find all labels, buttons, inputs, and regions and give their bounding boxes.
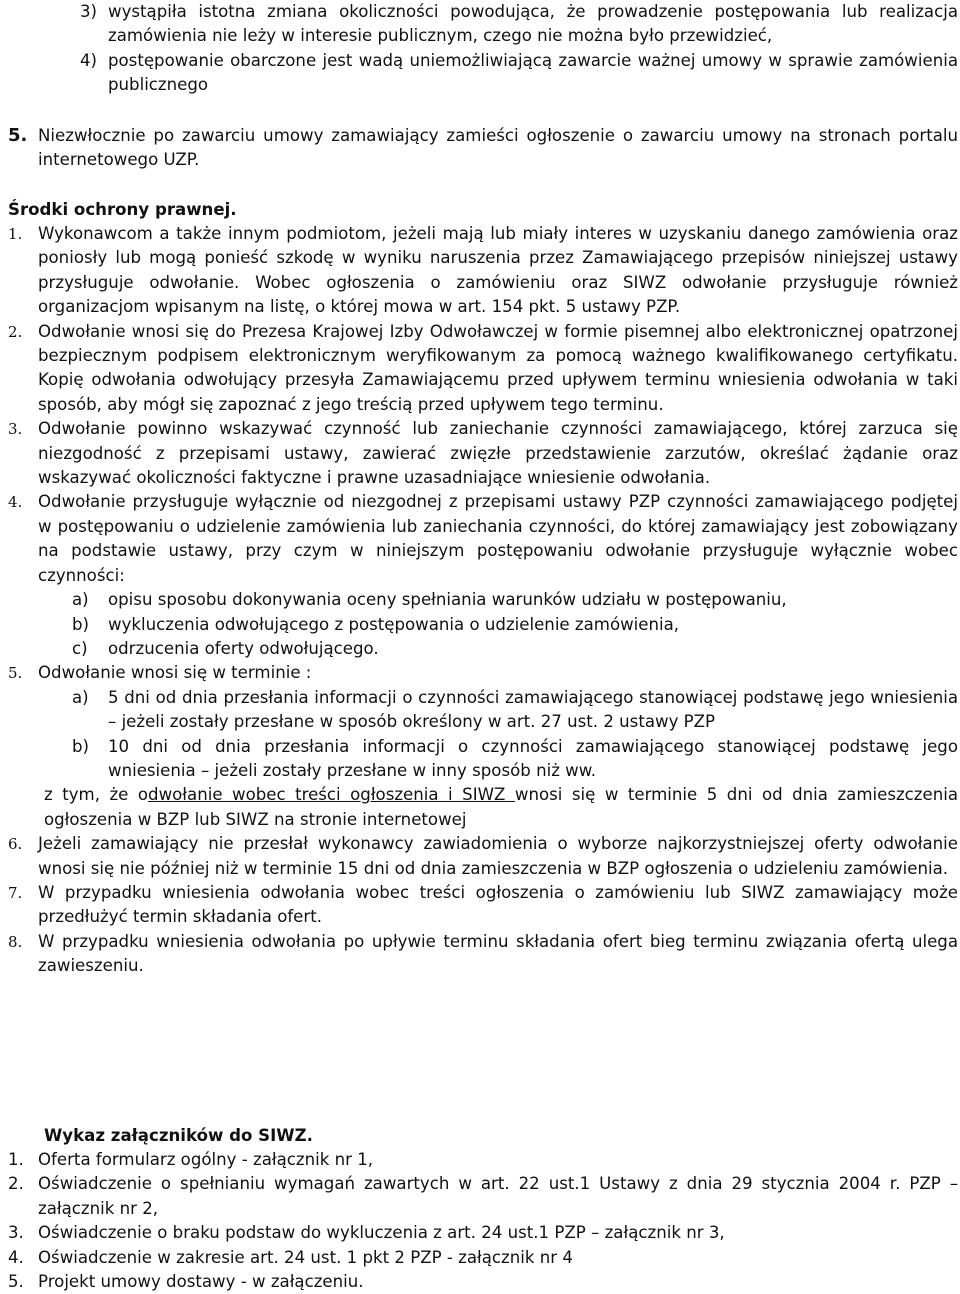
list-item — [8, 930, 958, 979]
list-text: Wykonawcom a także innym podmiotom, jeżeli mają lub miały interes w uzyskaniu danego zamówienia oraz poniosły lub mogą ponieść szkodę w wyniku naruszenia przez Zamawiającego przepisów niniejszej ustawy przysługuje odwołanie. Wobec ogłoszenia o zamówieniu oraz SIWZ odwołanie przysługuje również organizacjom wpisanym na listę, o której mowa w art. 154 pkt. 5 ustawy PZP. — [38, 224, 958, 317]
list-item — [8, 222, 958, 320]
list-text: Projekt umowy dostawy - w załączeniu. — [38, 1272, 364, 1292]
list-item — [8, 320, 958, 418]
list-marker: 8. — [8, 932, 23, 951]
list-marker: a) — [72, 687, 89, 707]
list-marker: 6. — [8, 835, 23, 854]
legal-remedies-list — [8, 222, 958, 979]
list-text: Odwołanie wnosi się do Prezesa Krajowej Izby Odwoławczej w formie pisemnej albo elektronicznej opatrzonej bezpiecznym podpisem elektronicznym weryfikowanym za pomocą ważnego kwalifikowanego certyfikatu. Kopię odwołania odwołujący przesyła Zamawiającemu przed upływem terminu wniesienia odwołania w taki sposób, aby mógł się zapoznać z jego treścią przed upływem tego terminu. — [38, 321, 958, 414]
list-item — [8, 832, 958, 881]
list-text: opisu sposobu dokonywania oceny spełniania warunków udziału w postępowaniu, — [108, 590, 787, 610]
sublist — [8, 686, 958, 784]
list-marker: b) — [72, 736, 90, 756]
note-underlined: dwołanie wobec treści ogłoszenia i SIWZ — [148, 785, 515, 805]
top-list — [80, 0, 958, 98]
list-marker: c) — [72, 638, 88, 658]
list-marker: 4) — [80, 50, 98, 70]
list-item — [8, 1270, 958, 1294]
list-item — [8, 490, 958, 588]
list-marker: 1. — [8, 225, 23, 243]
list-text: Oferta formularz ogólny - załącznik nr 1, — [38, 1150, 374, 1169]
sublist — [8, 588, 958, 661]
list-item — [72, 613, 958, 637]
list-text: Odwołanie wnosi się w terminie : — [38, 663, 312, 683]
list-text: W przypadku wniesienia odwołania wobec treści ogłoszenia o zamówieniu lub SIWZ zamawiający może przedłużyć termin składania ofert. — [38, 882, 958, 927]
list-item — [80, 0, 958, 49]
attachments-heading: Wykaz załączników do SIWZ. — [44, 1126, 313, 1145]
note-suffix: wnosi się w terminie 5 dni od dnia zamieszczenia ogłoszenia w BZP lub SIWZ na stronie internetowej — [44, 785, 959, 829]
list-marker: 3. — [8, 420, 23, 439]
list-text: odrzucenia oferty odwołującego. — [108, 638, 379, 658]
list-marker: b) — [72, 614, 90, 634]
list-text: Oświadczenie o braku podstaw do wykluczenia z art. 24 ust.1 PZP – załącznik nr 3, — [38, 1223, 725, 1243]
list-text: Oświadczenie o spełnianiu wymagań zawartych w art. 22 ust.1 Ustawy z dnia 29 stycznia 2004 r. PZP – załącznik nr 2, — [38, 1174, 958, 1218]
list-item — [8, 1221, 958, 1245]
list-marker: 5. — [8, 1272, 24, 1292]
list-item — [8, 1148, 958, 1172]
list-item — [72, 686, 958, 735]
list-marker: 1. — [8, 1150, 24, 1169]
section-heading: Środki ochrony prawnej. — [8, 200, 237, 219]
point-5 — [8, 124, 958, 173]
list-text: Jeżeli zamawiający nie przesłał wykonawcy zawiadomienia o wyborze najkorzystniejszej oferty odwołanie wnosi się nie później niż w terminie 15 dni od dnia zamieszczenia w BZP ogłoszenia o udzieleniu zamówienia. — [38, 834, 958, 878]
list-text: wystąpiła istotna zmiana okoliczności powodująca, że prowadzenie postępowania lub realizacja zamówienia nie leży w interesie publicznym, czego nie można było przewidzieć, — [108, 2, 958, 46]
list-text: W przypadku wniesienia odwołania po upływie terminu składania ofert bieg terminu związania ofertą ulega zawieszeniu. — [38, 931, 958, 976]
list-marker: 3) — [80, 2, 98, 21]
list-marker: a) — [72, 590, 89, 610]
list-item — [8, 1172, 958, 1221]
list-marker: 3. — [8, 1223, 24, 1243]
list-marker: 5. — [8, 125, 28, 146]
list-text: Odwołanie przysługuje wyłącznie od niezgodnej z przepisami ustawy PZP czynności zamawiającego podjętej w postępowaniu o udzielenie zamówienia lub zaniechania czynności, do której zamawiający jest zobowiązany na podstawie ustawy, przy czym w niniejszym postępowaniu odwołanie przysługuje wyłącznie wobec czynności: — [38, 492, 958, 585]
list-text: 5 dni od dnia przesłania informacji o czynności zamawiającego stanowiącej podstawę jego wniesienia – jeżeli zostały przesłane w sposób określony w art. 27 ust. 2 ustawy PZP — [108, 687, 958, 732]
deadline-note — [8, 783, 958, 832]
list-text: Odwołanie powinno wskazywać czynność lub zaniechanie czynności zamawiającego, której zarzuca się niezgodność z przepisami ustawy, zawierać zwięzłe przedstawienie zarzutów, określać żądanie oraz wskazywać okoliczności faktyczne i prawne uzasadniające wniesienie odwołania. — [38, 419, 958, 488]
list-item — [72, 637, 958, 661]
list-marker: 4. — [8, 1247, 24, 1267]
list-text: Niezwłocznie po zawarciu umowy zamawiający zamieści ogłoszenie o zawarciu umowy na stronach portalu internetowego UZP. — [38, 126, 958, 170]
list-marker: 2. — [8, 1174, 24, 1194]
list-marker: 7. — [8, 883, 23, 902]
list-marker: 5. — [8, 664, 23, 683]
note-prefix: z tym, że o — [44, 785, 149, 805]
list-item — [80, 49, 958, 98]
list-item — [8, 661, 958, 685]
list-marker: 4. — [8, 493, 23, 512]
list-item — [8, 881, 958, 930]
list-text: Oświadczenie w zakresie art. 24 ust. 1 pkt 2 PZP - załącznik nr 4 — [38, 1247, 573, 1267]
list-marker: 2. — [8, 322, 23, 341]
list-item — [8, 1246, 958, 1270]
list-text: 10 dni od dnia przesłania informacji o czynności zamawiającego stanowiącej podstawę jego wniesienia – jeżeli zostały przesłane w inny sposób niż ww. — [108, 736, 958, 780]
list-text: wykluczenia odwołującego z postępowania o udzielenie zamówienia, — [108, 614, 680, 634]
list-text: postępowanie obarczone jest wadą uniemożliwiającą zawarcie ważnej umowy w sprawie zamówienia publicznego — [108, 50, 958, 95]
attachments-list — [8, 1148, 958, 1294]
list-item — [8, 417, 958, 490]
list-item — [72, 735, 958, 784]
list-item — [72, 588, 958, 612]
